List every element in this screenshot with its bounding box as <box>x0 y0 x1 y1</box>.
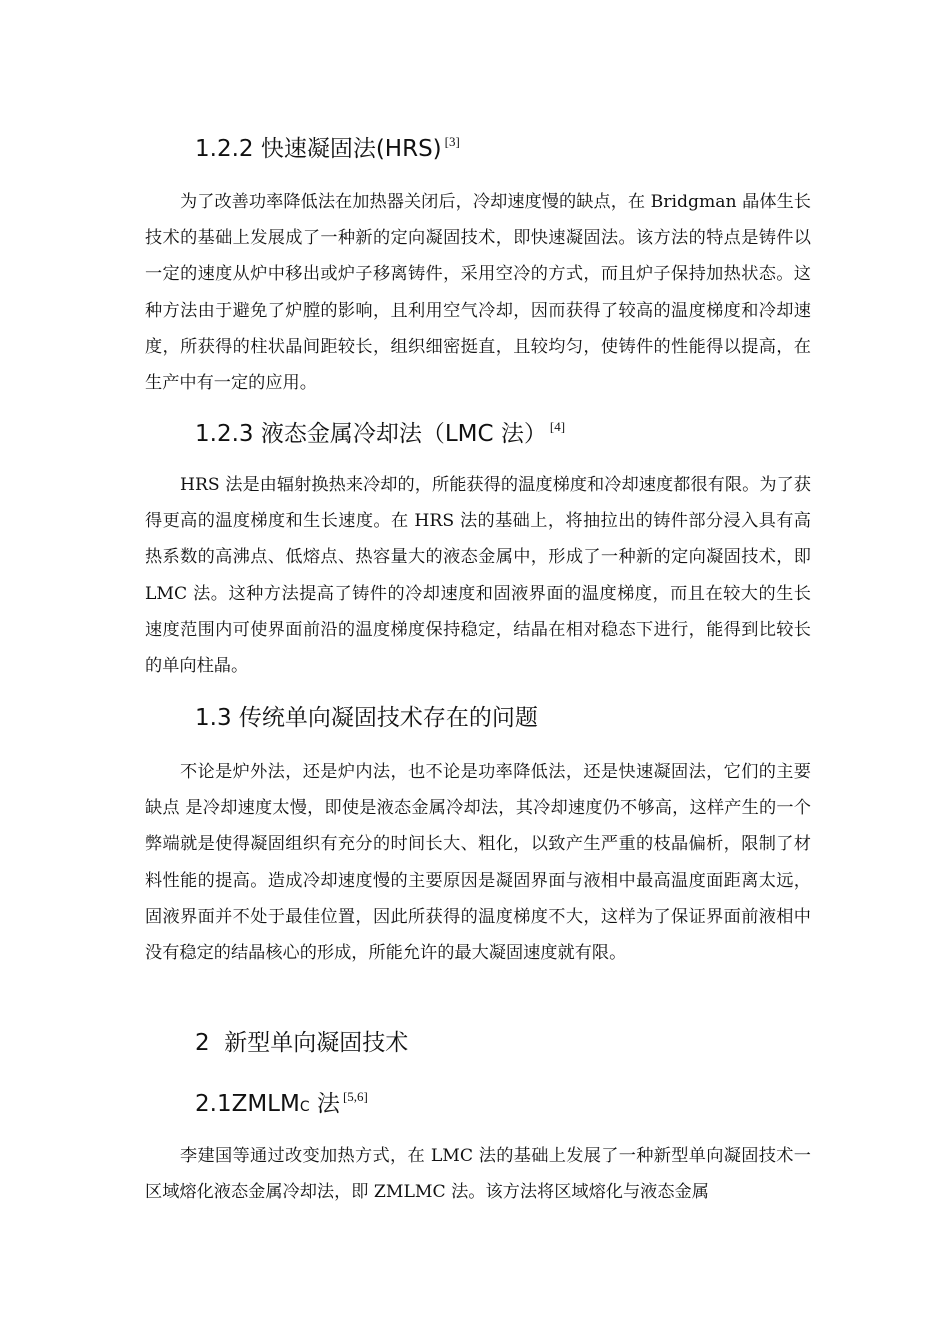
citation-ref: [5,6] <box>342 1089 368 1104</box>
section-heading-2-1 <box>195 1089 368 1122</box>
heading-text: 2 新型单向凝固技术 <box>195 1030 409 1056</box>
section-heading-1-3 <box>195 703 538 733</box>
section-heading-2 <box>195 1028 408 1058</box>
paragraph-problems: 不论是炉外法，还是炉内法，也不论是功率降低法，还是快速凝固法，它们的主要缺点 是冷却速度太慢，即使是液态金属冷却法，其冷却速度仍不够高，这样产生的一个弊端就是使得凝固组织有充分的时间长大、粗化，以致产生严重的枝晶偏析，限制了材料性能的提高。造成冷却速度慢的主要原因是凝固界面与液相中最高温度面距离太远，固液界面并不处于最佳位置，因此所获得的温度梯度不大，这样为了保证界面前液相中没有稳定的结晶核心的形成，所能允许的最大凝固速度就有限。 <box>145 762 811 964</box>
section-heading-1-2-2 <box>195 134 460 164</box>
citation-ref: [3] <box>444 134 460 149</box>
heading-text-subscript: C <box>299 1099 310 1115</box>
heading-text-tail: 法 <box>309 1091 340 1117</box>
heading-text: 1.2.3 液态金属冷却法（LMC 法） <box>195 421 547 447</box>
heading-text: 1.3 传统单向凝固技术存在的问题 <box>195 705 538 731</box>
heading-text-main: 2.1ZMLM <box>195 1091 300 1117</box>
citation-ref: [4] <box>549 419 566 434</box>
paragraph-lmc: HRS 法是由辐射换热来冷却的，所能获得的温度梯度和冷却速度都很有限。为了获得更高的温度梯度和生长速度。在 HRS 法的基础上，将抽拉出的铸件部分浸入具有高 热系数的高沸点、低熔点、热容量大的液态金属中，形成了一种新的定向凝固技术，即 LMC 法。这种方法提高了铸件的冷却速度和固液界面的温度梯度，而且在较大的生长速度范围内可使界面前沿的温度梯度保持稳定，结晶在相对稳态下进行，能得到比较长的单向柱晶。 <box>145 475 811 677</box>
paragraph-hrs: 为了改善功率降低法在加热器关闭后，冷却速度慢的缺点，在 Bridgman 晶体生长技术的基础上发展成了一种新的定向凝固技术，即快速凝固法。该方法的特点是铸件以一定的速度从炉中移出或炉子移离铸件，采用空冷的方式，而且炉子保持加热状态。这种方法由于避免了炉膛的影响，且利用空气冷却，因而获得了较高的温度梯度和冷却速度，所获得的柱状晶间距较长，组织细密挺直，且较均匀，使铸件的性能得以提高，在生产中有一定的应用。 <box>145 192 811 394</box>
heading-text: 1.2.2 快速凝固法(HRS) <box>195 136 442 162</box>
section-heading-1-2-3 <box>195 419 565 449</box>
paragraph-zmlmc: 李建国等通过改变加热方式，在 LMC 法的基础上发展了一种新型单向凝固技术一区域熔化液态金属冷却法，即 ZMLMC 法。该方法将区域熔化与液态金属 <box>145 1146 811 1203</box>
